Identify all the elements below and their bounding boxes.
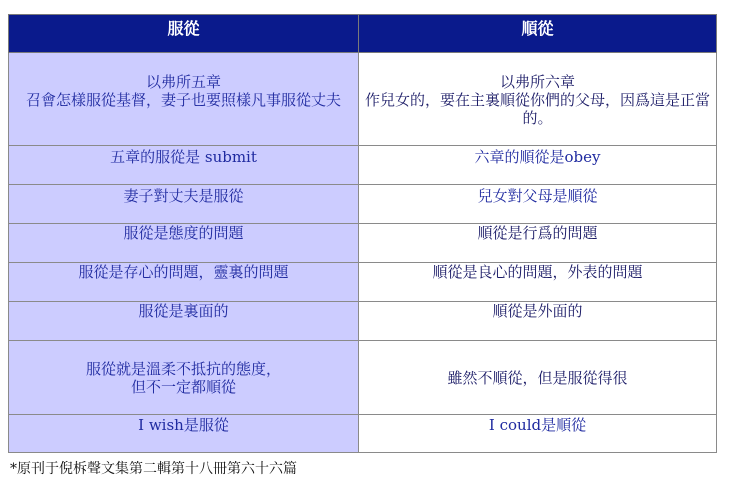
row-4-right <box>359 224 717 263</box>
table-row <box>9 224 717 263</box>
cell-text: I wish是服從 <box>138 416 229 434</box>
row-2-left <box>9 146 359 185</box>
row-6-right <box>359 302 717 341</box>
row-8-left <box>9 415 359 453</box>
row-3-right <box>359 185 717 224</box>
cell-text: 順從是良心的問題，外表的問題 <box>432 263 643 281</box>
table-header-row <box>9 15 717 53</box>
cell-text: 以弗所五章 召會怎樣服從基督，妻子也要照樣凡事服從丈夫 <box>25 73 341 109</box>
table-row <box>9 302 717 341</box>
cell-text: 順從是行爲的問題 <box>477 224 598 242</box>
row-8-right <box>359 415 717 453</box>
table-row <box>9 146 717 185</box>
row-1-left <box>9 53 359 146</box>
row-5-left <box>9 263 359 302</box>
cell-text: 兒女對父母是順從 <box>477 187 598 205</box>
table-row <box>9 53 717 146</box>
row-7-right <box>359 341 717 415</box>
header-obey: 順從 <box>359 15 717 53</box>
row-6-left <box>9 302 359 341</box>
cell-text: 服從是裏面的 <box>138 302 229 320</box>
cell-text: 服從就是溫柔不抵抗的態度， 但不一定都順從 <box>85 360 281 396</box>
row-1-right <box>359 53 717 146</box>
table-row <box>9 263 717 302</box>
cell-text: 以弗所六章 作兒女的，要在主裏順從你們的父母，因爲這是正當的。 <box>364 73 710 127</box>
row-2-right <box>359 146 717 185</box>
cell-text: 妻子對丈夫是服從 <box>123 187 244 205</box>
row-7-left <box>9 341 359 415</box>
table-row <box>9 341 717 415</box>
cell-text: I could是順從 <box>488 416 587 434</box>
cell-text: 雖然不順從，但是服從得很 <box>447 368 628 387</box>
comparison-table <box>8 14 717 453</box>
source-footnote: *原刊于倪柝聲文集第二輯第十八冊第六十六篇 <box>10 461 297 477</box>
row-5-right <box>359 263 717 302</box>
cell-text: 五章的服從是 submit <box>110 148 257 166</box>
table-row <box>9 185 717 224</box>
table-row <box>9 415 717 453</box>
header-submit: 服從 <box>9 15 359 53</box>
row-4-left <box>9 224 359 263</box>
row-3-left <box>9 185 359 224</box>
cell-text: 順從是外面的 <box>492 302 583 320</box>
cell-text: 服從是態度的問題 <box>123 224 244 242</box>
cell-text: 六章的順從是obey <box>474 148 601 166</box>
cell-text: 服從是存心的問題，靈裏的問題 <box>78 263 289 281</box>
